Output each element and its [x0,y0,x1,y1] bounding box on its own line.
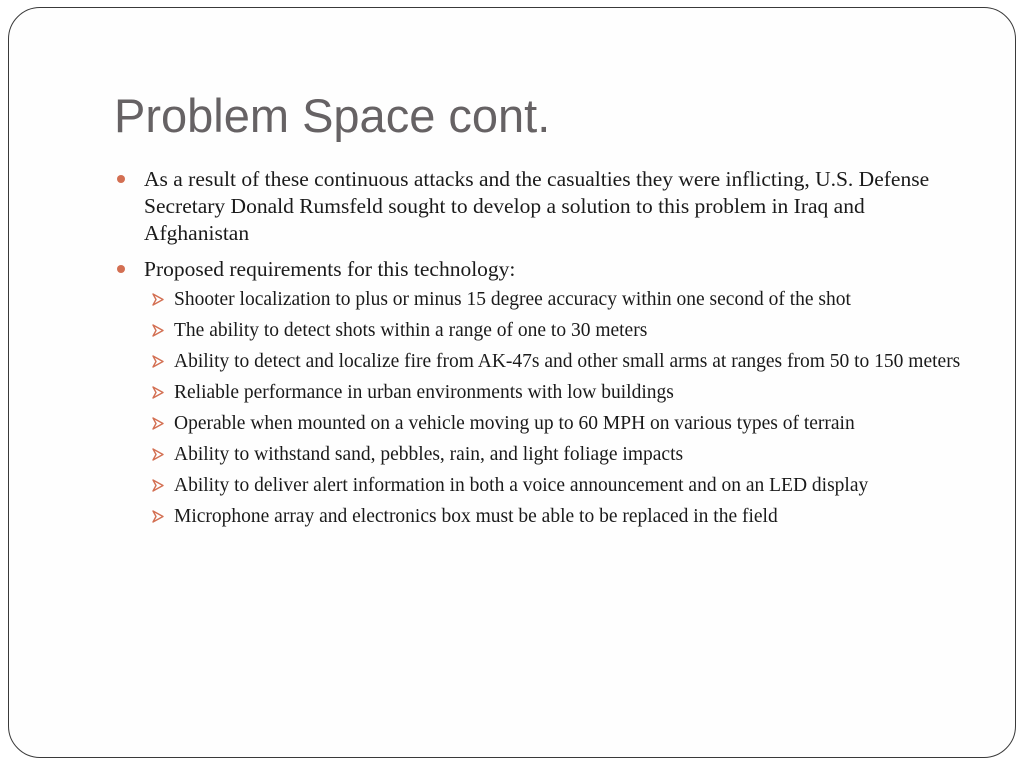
arrow-bullet-icon [152,448,164,461]
sub-bullet-text: Ability to detect and localize fire from AK-47s and other small arms at ranges from 50 to 150 meters [174,351,961,372]
sub-bullet-item [145,287,965,313]
sub-bullet-text: Microphone array and electronics box must be able to be replaced in the field [174,506,778,527]
sub-bullet-list [145,287,965,530]
arrow-bullet-icon [152,355,164,368]
sub-bullet-item [145,442,965,468]
sub-bullet-text: Ability to deliver alert information in both a voice announcement and on an LED display [174,475,869,496]
arrow-bullet-icon [152,417,164,430]
sub-bullet-item [145,504,965,530]
arrow-bullet-icon [152,324,164,337]
bullet-list [115,166,965,530]
sub-bullet-text: Ability to withstand sand, pebbles, rain, and light foliage impacts [174,444,684,465]
bullet-text: Proposed requirements for this technology: [144,257,516,281]
bullet-dot-icon [117,265,125,273]
arrow-bullet-icon [152,479,164,492]
sub-bullet-text: Operable when mounted on a vehicle moving up to 60 MPH on various types of terrain [174,413,855,434]
sub-bullet-item [145,318,965,344]
sub-bullet-text: Shooter localization to plus or minus 15 degree accuracy within one second of the shot [174,289,851,310]
slide-content [115,166,965,539]
slide-title: Problem Space cont. [114,89,551,142]
sub-bullet-item [145,411,965,437]
bullet-item [115,256,965,530]
arrow-bullet-icon [152,386,164,399]
sub-bullet-item [145,473,965,499]
bullet-text: As a result of these continuous attacks and the casualties they were inflicting, U.S. Defense Secretary Donald Rumsfeld sought to develop a solution to this problem in Iraq and Afghanistan [144,167,930,245]
sub-bullet-text: Reliable performance in urban environments with low buildings [174,382,674,403]
bullet-dot-icon [117,175,125,183]
sub-bullet-item [145,349,965,375]
bullet-item [115,166,965,247]
sub-bullet-text: The ability to detect shots within a range of one to 30 meters [174,320,648,341]
arrow-bullet-icon [152,293,164,306]
arrow-bullet-icon [152,510,164,523]
sub-bullet-item [145,380,965,406]
